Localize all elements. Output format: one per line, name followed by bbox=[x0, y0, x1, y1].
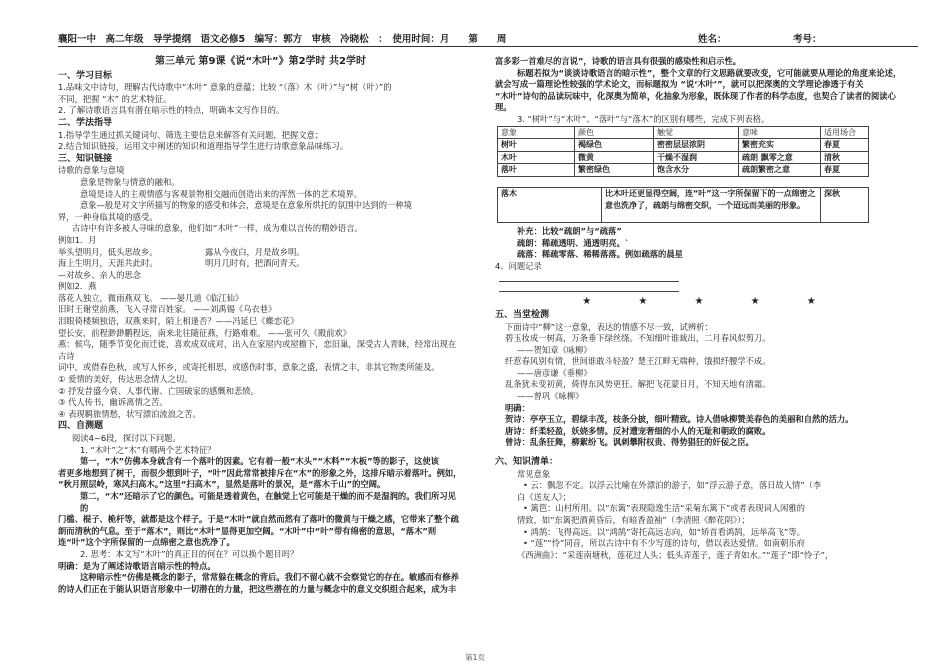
poem-line: 海上生明月，天涯共此时。 bbox=[58, 258, 158, 269]
table-cell: 繁密充实 bbox=[739, 139, 821, 152]
problem-record-line[interactable] bbox=[499, 284, 679, 292]
table-cell: 落叶 bbox=[498, 164, 575, 177]
problem-record-line[interactable] bbox=[499, 274, 679, 282]
table-header: 颜色 bbox=[575, 126, 654, 139]
swallow-line: 落花人独立，微雨燕双飞。 ——晏几道《临江仙》 bbox=[58, 292, 244, 303]
table-cell: 微黄 bbox=[575, 151, 654, 164]
table-row bbox=[498, 164, 869, 177]
section-selftest-heading: 四、自测题 bbox=[58, 421, 104, 432]
id-label: 考号： bbox=[793, 34, 822, 45]
answer-continued: 标题若拟为“谈谈诗歌语言的暗示性”，整个文章的行文思路就要改变，它可能就要从理论的角度来论述， bbox=[517, 67, 902, 78]
section-method-heading: 二、学法指导 bbox=[58, 117, 113, 128]
table-cell: 比木叶还更显得空阔，连“叶”这一字所保留下的一点绵密之意也洗净了，疏朗与绵密交织，一个迢远而美丽的形象。 bbox=[602, 187, 821, 222]
checklist-subtitle: 常见意象 bbox=[517, 468, 551, 479]
table-cell: 饱含水分 bbox=[654, 164, 739, 177]
table-cell: 疏朗繁密之意 bbox=[739, 164, 821, 177]
name-label: 姓名： bbox=[698, 34, 727, 45]
knowledge-subtitle: 诗歌的意象与意境 bbox=[58, 165, 125, 176]
table-cell: 木叶 bbox=[498, 151, 575, 164]
answer-line: 的诗人们正在于能认识语言形象中一切潜在的力量，把这些潜在的力量与概念中的意义交织组合起来，成为丰 bbox=[58, 583, 457, 594]
test-intro: 下面诗中“柳”这一意象，表达的情感不尽一致，试辨析： bbox=[505, 321, 713, 332]
swallow-line: ② 抒发昔盛今衰、人事代谢、亡国破家的感慨和悲愤。 bbox=[58, 385, 259, 396]
example-swallow-label: 例如2．燕 bbox=[58, 281, 97, 292]
answer-line: 连“叶”这个字所保留的一点绵密之意也洗净了。 bbox=[58, 537, 235, 548]
checklist-item: • 云：飘忽不定。以浮云比喻在外漂泊的游子，如“浮云游子意，落日故人情”（李 bbox=[523, 480, 822, 491]
checklist-item: • 鸿鹄：飞得高远。以“鸿鹄”寄托高远志向，如“矫首看鸿鹄，远举高飞”等。 bbox=[523, 526, 805, 537]
checklist-text: 篱笆：山村所用。以“东篱”表现隐逸生活“采菊东篱下”或者表现词人闲雅的 bbox=[530, 503, 805, 514]
table-cell: 落木 bbox=[498, 187, 602, 222]
section-goals-heading: 一、学习目标 bbox=[58, 70, 113, 81]
checklist-text: “莲”“怜”同音，所以古诗中有不少写莲的诗句，借以表达爱情。如南朝乐府 bbox=[530, 538, 805, 549]
answer-line: 朗而清秋的气息。至于“落木”，则比“木叶”显得更加空阔。“木叶”中“叶”带有绵密的意思，“落木”则 bbox=[58, 525, 437, 536]
checklist-text: 云：飘忽不定。以浮云比喻在外漂泊的游子，如“浮云游子意，落日故人情”（李 bbox=[530, 480, 822, 491]
test-answer: 唐诗：纤柔轻盈，妖娆多情。反衬遭宠奢细的小人的无耻和朝政的腐败。 bbox=[505, 425, 771, 436]
swallow-line: 词中，或借春色秋，或写人怀乡，或寄托相思，或感伤时事，意象之盛，表情之丰，非其它物类所能及。 bbox=[58, 362, 440, 373]
table-header-row bbox=[498, 126, 869, 139]
goal-line: 2. 了解诗歌语言具有潜在暗示性的特点，明确本文写作目的。 bbox=[58, 105, 285, 116]
method-line: 1.指导学生通过抓关键词句、筛选主要信息来解答有关问题，把握文意； bbox=[58, 129, 324, 140]
table-cell: 褐绿色 bbox=[575, 139, 654, 152]
poem-line: 露从今夜白，月是故乡明。 bbox=[205, 246, 305, 257]
checklist-item-cont: 白《送友人》； bbox=[517, 491, 571, 502]
test-answer: 贺诗：亭亭玉立，碧绿丰茂，枝条分披，细叶精致。诗人借咏柳赞美春色的美丽和自然的活力。 bbox=[505, 414, 854, 425]
test-poem-author: ——贺知章《咏柳》 bbox=[517, 344, 592, 355]
comparison-table bbox=[497, 126, 869, 177]
table-row bbox=[498, 187, 869, 222]
knowledge-para: 意象—般是对文字所描写的物象的感受和体会，意境是在意象所烘托的氛围中达到的一种境 bbox=[80, 200, 412, 211]
table-cell: 密密层层浓阴 bbox=[654, 139, 739, 152]
table-header: 意味 bbox=[739, 126, 821, 139]
swallow-line: ③ 代人传书，幽诉离情之苦。 bbox=[58, 397, 168, 408]
checklist-item-cont: 《西洲曲》：“采莲南塘秋，莲花过人头；低头弄莲子，莲子青如水。”“莲子”即“怜子”， bbox=[517, 549, 834, 560]
poem-row bbox=[58, 247, 463, 259]
answer-line: 明确：是为了阐述诗歌语言暗示性的特点。 bbox=[58, 560, 216, 571]
table-row bbox=[498, 151, 869, 164]
comparison-table-2 bbox=[497, 187, 869, 223]
divider-stars: ★ ★ ★ ★ ★ bbox=[582, 296, 838, 308]
poem-line: 明月几时有，把酒问青天。 bbox=[205, 258, 305, 269]
checklist-item-cont: 情致，如“东篱把酒黄昏后，有暗香盈袖”（李清照《醉花阴》）； bbox=[517, 515, 750, 525]
test-poem-author: ——唐彦谦《垂柳》 bbox=[517, 367, 592, 378]
test-poem: 纤惹春风别有情，世间谁敢斗轻盈？楚王江畔无端种，饿损纤腰学不成。 bbox=[505, 356, 771, 367]
problem-record-label: 4、问题记录 bbox=[495, 260, 542, 271]
table-cell: 清秋 bbox=[821, 151, 869, 164]
table-cell: 春夏 bbox=[821, 164, 869, 177]
swallow-line: ④ 表现羁旅情愁，状写漂泊流浪之苦。 bbox=[58, 408, 201, 419]
answer-line: 者更多地想到了树干，而很少想到叶子，“叶”因此常常被排斥在“木”的形象之外，这排斥暗示着落叶。例如， bbox=[58, 467, 462, 478]
table-header: 触觉 bbox=[654, 126, 739, 139]
knowledge-para: 意象是物象与情意的融和。 bbox=[80, 176, 180, 187]
swallow-line: 泪眼倚楼频独语，双燕来时，陌上相逢否？——冯延巳《蝶恋花》 bbox=[58, 316, 299, 327]
table-cell: 树叶 bbox=[498, 139, 575, 152]
test-answer: 曾诗：乱条狂舞，柳絮纷飞。讽刺攀附权贵、得势猖狂的奸佞之臣。 bbox=[505, 437, 754, 448]
test-answer-label: 明确： bbox=[505, 402, 530, 413]
swallow-line: ① 爱情的美好，传达思念情人之切。 bbox=[58, 374, 193, 385]
header-info: 襄阳一中 高二年级 导学提纲 语文必修5 编写：郭方 审核 冷晓松 ： 使用时间：月 第 周 bbox=[58, 34, 507, 45]
table-header: 适用场合 bbox=[821, 126, 869, 139]
method-line: 2.结合知识链接，运用文中阐述的知识和道理指导学生进行诗歌意象品味练习。 bbox=[58, 141, 349, 152]
left-column bbox=[58, 56, 463, 595]
answer-line: 门槛、棍子、桅杆等，就都是这个样子。于是“木叶”就自然而然有了落叶的微黄与干燥之感，它带来了整个疏 bbox=[58, 514, 459, 525]
table-cell: 干燥不湿润 bbox=[654, 151, 739, 164]
knowledge-para: 意境是诗人的主观情感与客观景物相交融而创造出来的浑然一体的艺术境界。 bbox=[80, 188, 363, 199]
swallow-line: 旧时王谢堂前燕，飞入寻常百姓家。 ——刘禹锡《乌衣巷》 bbox=[58, 304, 277, 315]
answer-line: 这种暗示性“仿佛是概念的影子，常常躲在概念的背后。我们不留心就不会察觉它的存在。敏感而有修养 bbox=[80, 572, 459, 583]
answer-continued: 就会写成一篇理论性较强的学术论文，而标题拟为 “说‘木叶’”，就可以把深奥的文学理论渗透于有关 bbox=[495, 79, 864, 90]
swallow-line: 望长安，前程渺渺鹏程远，南来北往随征燕，行路难难。 ——张可久《殿前欢》 bbox=[58, 327, 352, 338]
supplement-label: 补充：比较“疏朗”与“疏落” bbox=[517, 225, 622, 236]
table-cell: 春夏 bbox=[821, 139, 869, 152]
answer-line: 第一，“木”仿佛本身就含有一个落叶的因素。它有着一般“木头”“木料”“木板”等的影子，这使该 bbox=[80, 456, 439, 467]
page-header bbox=[58, 30, 918, 47]
test-poem: 碧玉妆成一树高，万条垂下绿丝绦。不知细叶谁裁出，二月春风似剪刀。 bbox=[505, 333, 771, 344]
checklist-item: • 篱笆：山村所用。以“东篱”表现隐逸生活“采菊东篱下”或者表现词人闲雅的 bbox=[523, 503, 805, 514]
supplement-line: 疏落：稀疏零落、稀稀落落。例如疏落的晨星 bbox=[517, 249, 683, 260]
right-column bbox=[495, 56, 905, 561]
answer-line: “秋月照层岭，寒风扫高木。”这里“扫高木”，显然是落叶的景况，是“落木千山”的空阔。 bbox=[58, 479, 386, 490]
question-2: 2. 思考：本文写“木叶”的真正目的何在？可以换个题目吗？ bbox=[80, 548, 299, 559]
table-row bbox=[498, 139, 869, 152]
test-poem-author: ——曾巩《咏柳》 bbox=[517, 391, 584, 402]
section-test-heading: 五、当堂检测 bbox=[495, 309, 550, 320]
checklist-item: • “莲”“怜”同音，所以古诗中有不少写莲的诗句，借以表达爱情。如南朝乐府 bbox=[523, 538, 805, 549]
test-poem: 乱条犹未变初黄，倚得东风势更狂。解把飞花蒙日月，不知天地有清霜。 bbox=[505, 379, 771, 390]
selftest-intro: 阅读4~6段，探讨以下问题。 bbox=[72, 433, 181, 443]
table-header: 意象 bbox=[498, 126, 575, 139]
answer-continued: 理。 bbox=[495, 102, 512, 113]
question-3: 3. “树叶”与“木叶”、“落叶”与“落木”的区别有哪些，完成下列表格。 bbox=[517, 113, 770, 124]
goal-line: 不同，把握 “木” 的艺术特征。 bbox=[58, 93, 172, 104]
goal-line: 1.品味文中诗句，理解古代诗歌中“木叶” 意象的意蕴；比较 “（落）木（叶）”与“树（叶）”的 bbox=[58, 82, 392, 93]
table-cell: 疏朗 飘零之意 bbox=[739, 151, 821, 164]
table-cell: 深秋 bbox=[821, 187, 869, 222]
swallow-line: 燕：候鸟，随季节变化而迁徙，喜欢成双成对，出入在家屋内或屋檐下，恋旧巢，深受古人青睐，经常出现在古诗 bbox=[58, 339, 457, 361]
section-checklist-heading: 六、知识清单： bbox=[495, 457, 559, 468]
example-moon-label: 例如1．月 bbox=[58, 234, 97, 245]
supplement-line: 疏朗：稀疏透明、通透明亮。` bbox=[517, 237, 630, 248]
answer-continued: “木叶”诗句的品读玩味中，化深奥为简单，化抽象为形象，既体现了作者的科学态度，也契合了读者的阅读心 bbox=[495, 90, 896, 101]
poem-line: 举头望明月，低头思故乡。 bbox=[58, 246, 158, 257]
poem-row bbox=[58, 258, 463, 270]
answer-line: 第二，“木”还暗示了它的颜色。可能是透着黄色，在触觉上它可能是干燥的而不是湿润的。我们所习见的 bbox=[80, 490, 456, 513]
question-1: 1. “木叶”之“木”有哪两个艺术特征？ bbox=[80, 444, 216, 455]
poem-note: —对故乡、亲人的思念 bbox=[58, 269, 141, 280]
page-number: 第1页 bbox=[465, 653, 485, 662]
checklist-text: 鸿鹄：飞得高远。以“鸿鹄”寄托高远志向，如“矫首看鸿鹄，远举高飞”等。 bbox=[530, 526, 805, 537]
answer-continued: 富多彩一首难尽的言说”，诗歌的语言具有很强的感染性和启示性。 bbox=[495, 56, 742, 66]
page-title: 第三单元 第9课《说“木叶”》第2学时 共2学时 bbox=[155, 56, 366, 67]
table-cell: 繁密绿色 bbox=[575, 164, 654, 177]
knowledge-para: 界，一种身临其境的感受。 bbox=[58, 211, 158, 222]
knowledge-para: 古诗中有许多被人寻味的意象，他们如“木叶”一样，成为难以言传的精妙语言。 bbox=[72, 223, 363, 234]
section-knowledge-heading: 三、知识链接 bbox=[58, 153, 113, 164]
